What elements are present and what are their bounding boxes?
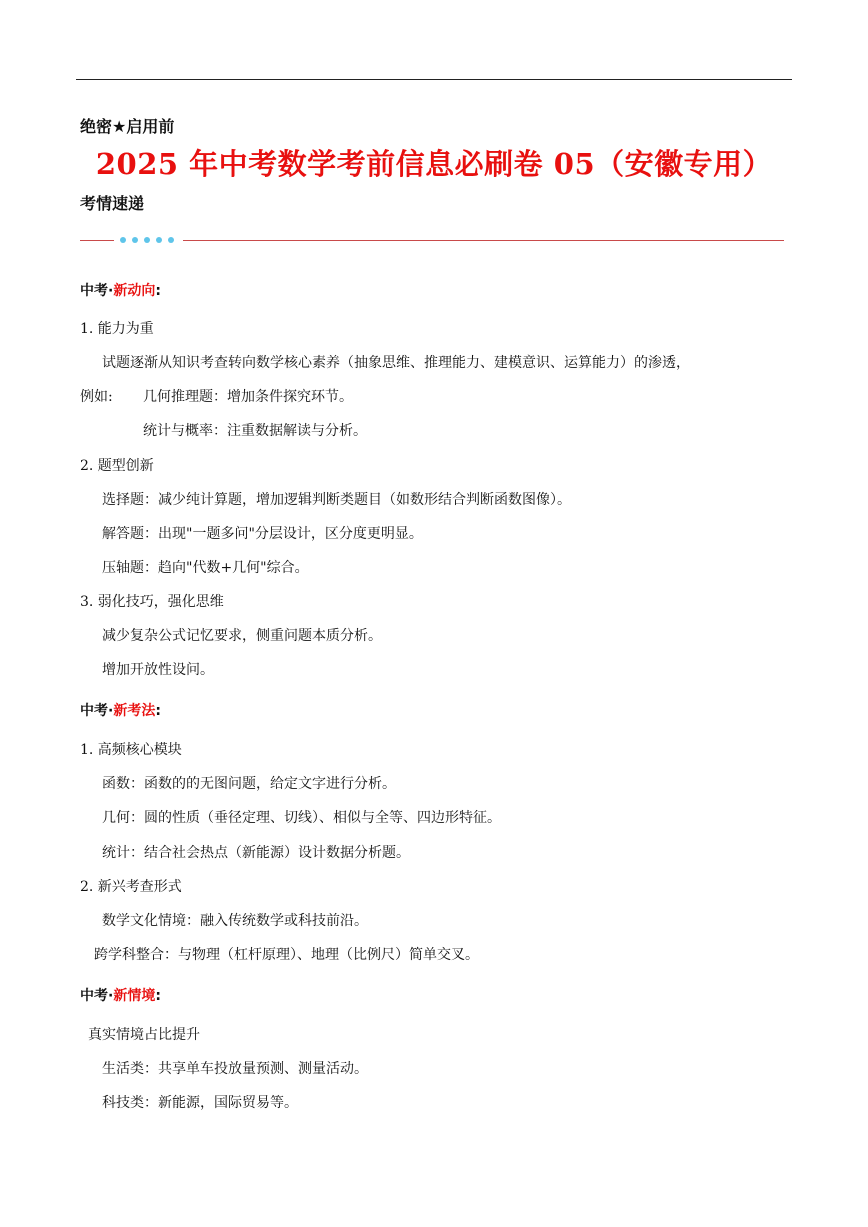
list-item: 1. 能力为重 <box>80 321 154 337</box>
list-item: 压轴题：趋向"代数+几何"综合。 <box>102 560 309 576</box>
page-subtitle: 考情速递 <box>80 194 145 213</box>
divider-dot <box>132 237 138 243</box>
divider-dot <box>144 237 150 243</box>
list-item: 2. 题型创新 <box>80 458 154 474</box>
divider-dot <box>156 237 162 243</box>
section-heading-prefix: 中考· <box>80 988 114 1004</box>
list-item: 函数：函数的的无图问题，给定文字进行分析。 <box>102 776 396 792</box>
list-item: 统计：结合社会热点（新能源）设计数据分析题。 <box>102 845 410 861</box>
divider-dot <box>168 237 174 243</box>
section-heading-highlight: 新考法 <box>113 703 156 719</box>
section-heading-colon: : <box>155 703 161 719</box>
list-item: 3. 弱化技巧，强化思维 <box>80 594 224 610</box>
section-heading-highlight: 新动向 <box>113 283 156 299</box>
list-item: 选择题：减少纯计算题，增加逻辑判断类题目（如数形结合判断函数图像）。 <box>102 492 571 508</box>
divider-line-left <box>80 240 114 241</box>
decorative-divider <box>80 234 784 248</box>
section-heading-new-contexts <box>80 985 161 1005</box>
section-heading-prefix: 中考· <box>80 283 114 299</box>
section-heading-new-methods <box>80 700 161 720</box>
secret-label: 绝密★启用前 <box>80 117 175 136</box>
list-item: 试题逐渐从知识考查转向数学核心素养（抽象思维、推理能力、建模意识、运算能力）的渗透， <box>102 355 690 371</box>
page-title: 2025 年中考数学考前信息必刷卷 05（安徽专用） <box>95 147 773 181</box>
section-heading-highlight: 新情境 <box>113 988 156 1004</box>
section-heading-prefix: 中考· <box>80 703 114 719</box>
list-item: 例如: <box>80 389 113 405</box>
list-item: 科技类：新能源，国际贸易等。 <box>102 1095 298 1111</box>
list-item: 统计与概率：注重数据解读与分析。 <box>143 423 367 439</box>
divider-dots <box>120 237 174 243</box>
list-item: 生活类：共享单车投放量预测、测量活动。 <box>102 1061 368 1077</box>
list-item: 解答题：出现"一题多问"分层设计，区分度更明显。 <box>102 526 423 542</box>
section-heading-new-trends <box>80 280 161 300</box>
divider-dot <box>120 237 126 243</box>
list-item: 增加开放性设问。 <box>102 662 214 678</box>
list-item: 几何：圆的性质（垂径定理、切线）、相似与全等、四边形特征。 <box>102 810 501 826</box>
section-heading-colon: : <box>155 283 161 299</box>
list-item: 减少复杂公式记忆要求，侧重问题本质分析。 <box>102 628 382 644</box>
list-item: 几何推理题：增加条件探究环节。 <box>143 389 353 405</box>
section-heading-colon: : <box>155 988 161 1004</box>
list-item: 1. 高频核心模块 <box>80 742 182 758</box>
divider-line-right <box>183 240 784 241</box>
list-item: 跨学科整合：与物理（杠杆原理）、地理（比例尺）简单交叉。 <box>94 947 479 963</box>
list-item: 2. 新兴考查形式 <box>80 879 182 895</box>
list-item: 数学文化情境：融入传统数学或科技前沿。 <box>102 913 368 929</box>
top-rule <box>76 79 792 80</box>
list-item: 真实情境占比提升 <box>88 1027 200 1043</box>
